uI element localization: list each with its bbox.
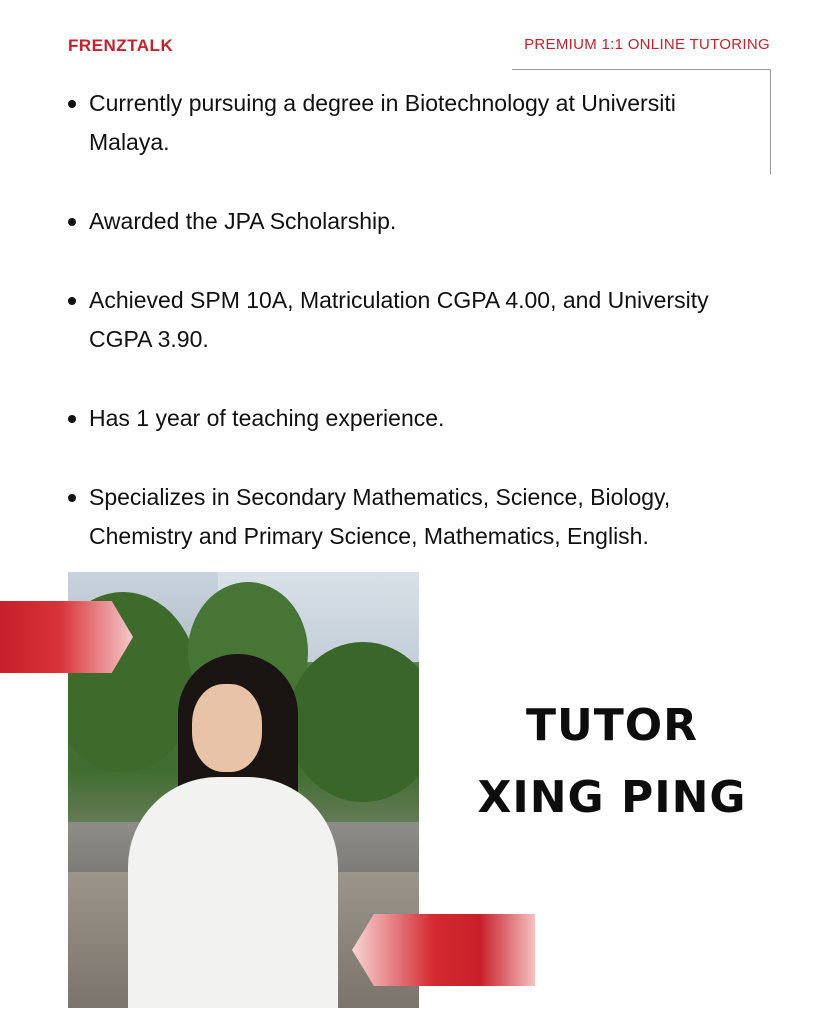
list-item bbox=[68, 281, 748, 359]
photo-face bbox=[192, 684, 262, 772]
tagline: PREMIUM 1:1 ONLINE TUTORING bbox=[524, 36, 770, 53]
brand-name: FRENZTALK bbox=[68, 36, 174, 55]
tutor-title-line2: XING PING bbox=[477, 772, 747, 823]
list-item-text: Awarded the JPA Scholarship. bbox=[89, 208, 397, 234]
bullet-icon bbox=[68, 415, 76, 423]
bullet-icon bbox=[68, 218, 76, 226]
photo-shirt bbox=[128, 777, 338, 1008]
frame-line-horizontal bbox=[512, 69, 771, 70]
list-item-text: Has 1 year of teaching experience. bbox=[89, 405, 445, 431]
list-item-text: Currently pursuing a degree in Biotechnology at Universiti Malaya. bbox=[89, 90, 676, 155]
list-item bbox=[68, 399, 748, 438]
bullet-icon bbox=[68, 100, 76, 108]
decorative-arrow-right bbox=[352, 914, 535, 986]
list-item-text: Specializes in Secondary Mathematics, Science, Biology, Chemistry and Primary Science, Mathematics, English. bbox=[89, 484, 671, 549]
qualification-list bbox=[68, 84, 748, 596]
tutor-title-line1: TUTOR bbox=[525, 700, 699, 751]
list-item bbox=[68, 478, 748, 556]
decorative-arrow-left bbox=[0, 601, 133, 673]
tutor-name-heading bbox=[440, 690, 784, 834]
frame-line-vertical bbox=[770, 69, 771, 174]
bullet-icon bbox=[68, 297, 76, 305]
bullet-icon bbox=[68, 494, 76, 502]
photo-tree bbox=[288, 642, 419, 802]
list-item bbox=[68, 84, 748, 162]
list-item bbox=[68, 202, 748, 241]
list-item-text: Achieved SPM 10A, Matriculation CGPA 4.00, and University CGPA 3.90. bbox=[89, 287, 709, 352]
